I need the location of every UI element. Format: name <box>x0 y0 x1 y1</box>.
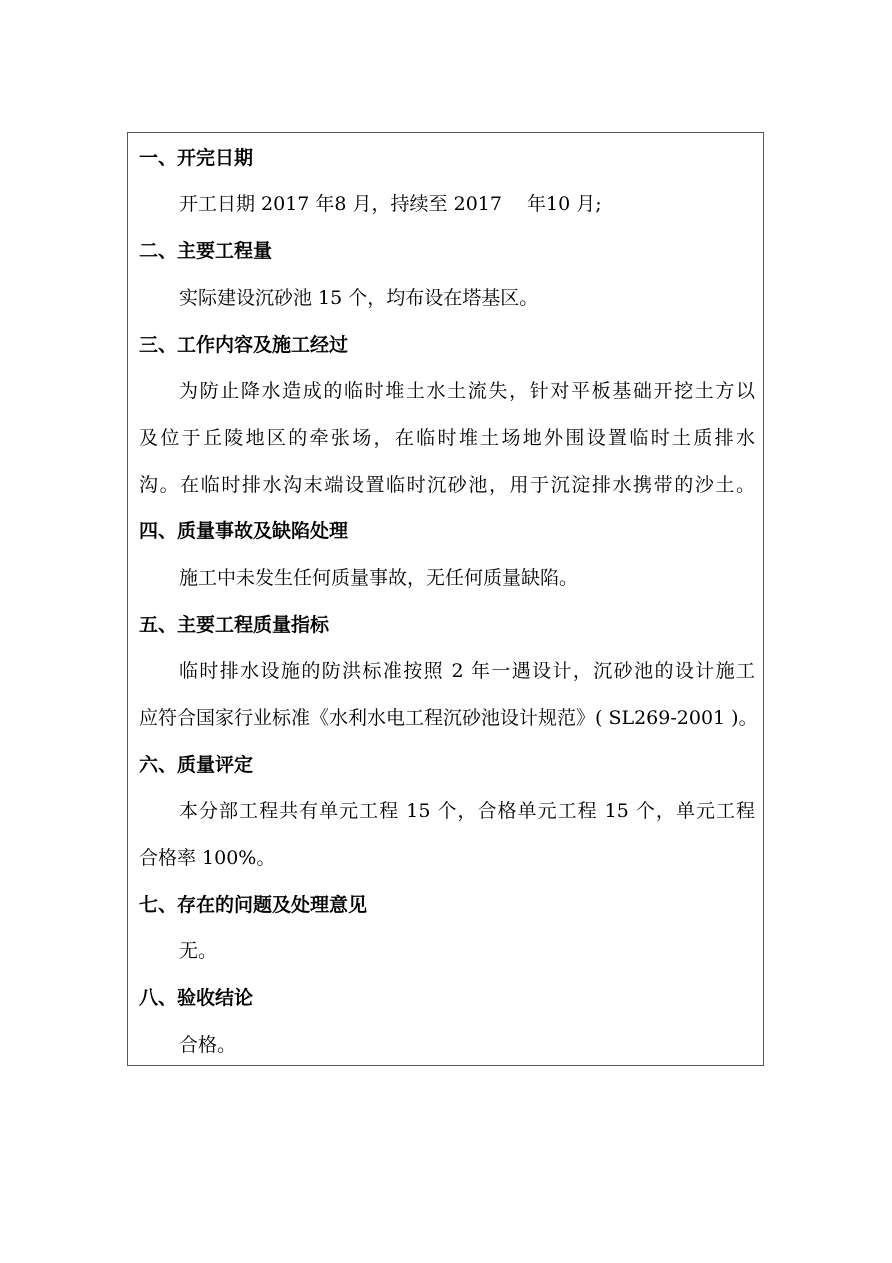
section-body-issues: 无。 <box>179 940 218 962</box>
section-body-work-content-line-2: 及位于丘陵地区的牵张场，在临时堆土场地外围设置临时土质排水 <box>139 427 755 449</box>
section-heading-dates: 一、开完日期 <box>139 147 254 169</box>
section-body-work-content-line-3: 沟。在临时排水沟末端设置临时沉砂池，用于沉淀排水携带的沙土。 <box>139 474 755 496</box>
section-heading-quality-indicators: 五、主要工程质量指标 <box>139 614 330 636</box>
section-heading-quality-incidents: 四、质量事故及缺陷处理 <box>139 520 349 542</box>
section-body-quantities: 实际建设沉砂池 15 个，均布设在塔基区。 <box>179 287 539 309</box>
section-heading-issues: 七、存在的问题及处理意见 <box>139 894 368 916</box>
section-heading-quantities: 二、主要工程量 <box>139 240 273 262</box>
section-body-conclusion: 合格。 <box>179 1034 237 1056</box>
acceptance-form-box <box>127 132 764 1066</box>
section-heading-work-content: 三、工作内容及施工经过 <box>139 334 349 356</box>
section-heading-conclusion: 八、验收结论 <box>139 987 254 1009</box>
section-body-quality-incidents: 施工中未发生任何质量事故，无任何质量缺陷。 <box>179 567 579 589</box>
section-body-dates: 开工日期 2017 年8 月，持续至 2017 年10 月; <box>179 193 602 215</box>
section-body-quality-assessment-line-1: 本分部工程共有单元工程 15 个，合格单元工程 15 个，单元工程 <box>179 800 755 822</box>
section-body-quality-indicators-line-2: 应符合国家行业标准《水利水电工程沉砂池设计规范》( SL269-2001 )。 <box>139 707 758 729</box>
section-body-quality-assessment-line-2: 合格率 100%。 <box>139 847 276 869</box>
section-body-work-content-line-1: 为防止降水造成的临时堆土水土流失，针对平板基础开挖土方以 <box>179 380 755 402</box>
section-body-quality-indicators-line-1: 临时排水设施的防洪标准按照 2 年一遇设计，沉砂池的设计施工 <box>179 660 755 682</box>
section-heading-quality-assessment: 六、质量评定 <box>139 754 254 776</box>
